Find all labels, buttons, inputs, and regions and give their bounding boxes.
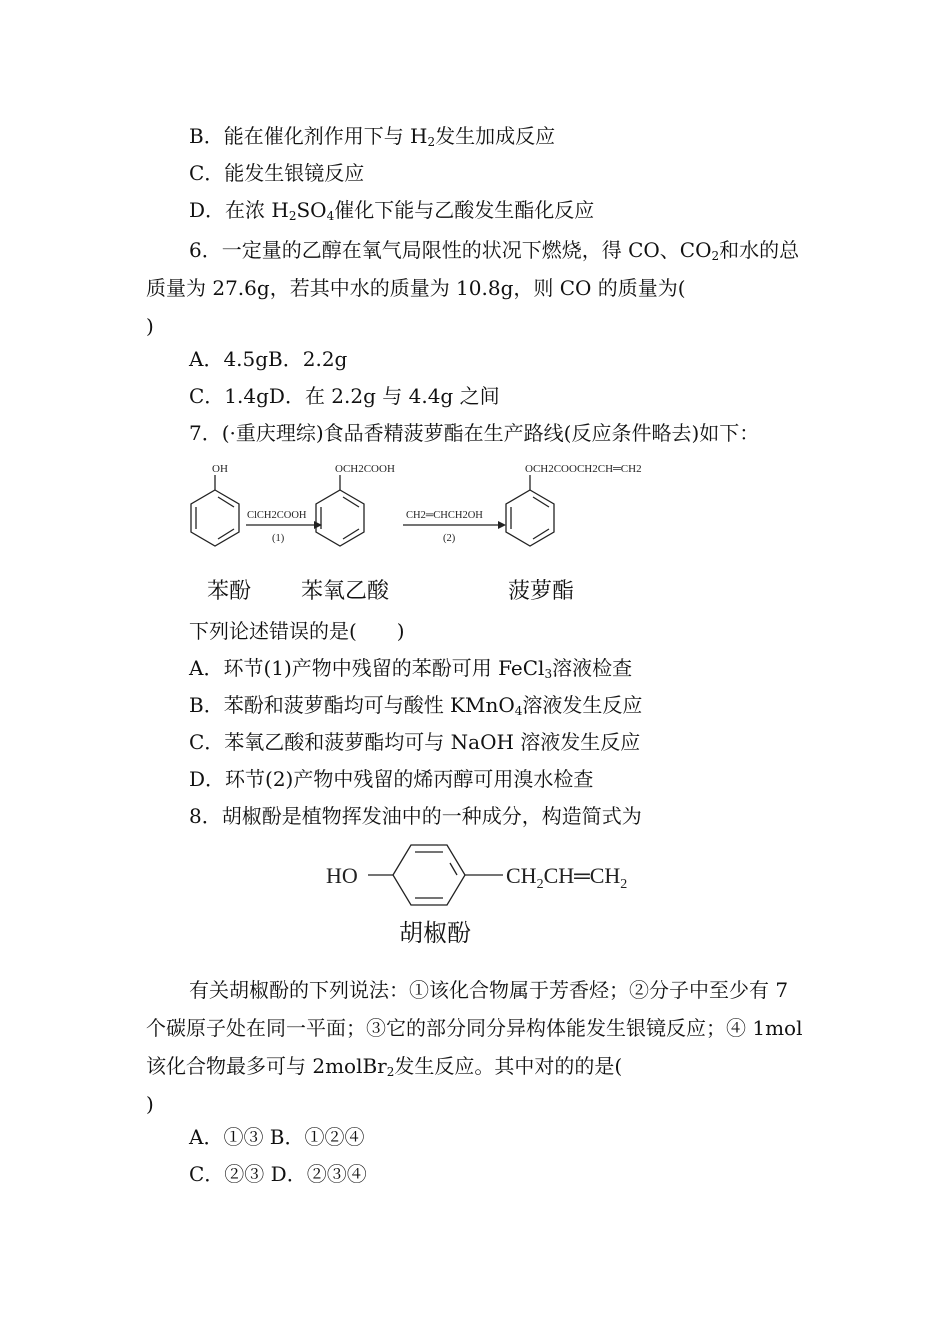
q5-option-b: B．能在催化剂作用下与 $H_2$发生加成反应 (189, 124, 556, 149)
q6-stem: 6．一定量的乙醇在氧气局限性的状况下燃烧，得 CO、$CO_2$和水的总质量为 27.6g，若其中水的质量为 10.8g，则 CO 的质量为( ) (146, 238, 800, 338)
reagent-1: ClCH2COOH (247, 510, 307, 521)
chavicol-structure (320, 838, 680, 908)
q7-reaction-scheme (170, 455, 690, 565)
reagent-2: CH2═CHCH2OH (406, 510, 483, 521)
chavicol-caption: 胡椒酚 (399, 919, 471, 947)
q7-option-c: C．苯氧乙酸和菠萝酯均可与 NaOH 溶液发生反应 (189, 730, 641, 754)
q8-paragraph: 有关胡椒酚的下列说法：①该化合物属于芳香烃；②分子中至少有 7 个碳原子处在同一平面；③它的部分同分异构体能发生银镜反应；④ 1mol 该化合物最多可与 2molBr$_2$发生反应。其中对的的是( ) (146, 978, 803, 1116)
q6-options-ab: A．4.5gB．2.2g (189, 347, 348, 371)
allyl-group: $CH_2CH═CH_2$ (506, 863, 628, 892)
q7-option-d: D．环节(2)产物中残留的烯丙醇可用溴水检查 (189, 767, 594, 791)
q5-option-d: D．在浓 $H_2SO_4$催化下能与乙酸发生酯化反应 (189, 198, 595, 223)
hydroxyl-group: HO (326, 863, 358, 888)
ester-substituent: OCH2COOCH2CH═CH2 (525, 463, 642, 475)
q7-stem: 7．(·重庆理综)食品香精菠萝酯在生产路线(反应条件略去)如下： (189, 421, 760, 445)
label-pineapple-ester: 菠萝酯 (508, 579, 575, 604)
q7-option-a: A．环节(1)产物中残留的苯酚可用 FeCl$_3$溶液检查 (189, 656, 633, 681)
q7-option-b: B．苯酚和菠萝酯均可与酸性 KMnO$_4$溶液发生反应 (189, 693, 643, 718)
phenol-substituent: OH (212, 463, 228, 475)
acid-ring (316, 475, 364, 546)
q8-options-cd: C．②③ D．②③④ (189, 1162, 367, 1186)
step-2-label: (2) (443, 533, 456, 544)
q7-question: 下列论述错误的是( ) (189, 619, 405, 643)
acid-substituent: OCH2COOH (335, 463, 395, 475)
step-1-label: (1) (272, 533, 285, 544)
ester-ring (506, 475, 554, 546)
label-phenoxyacetic-acid: 苯氧乙酸 (301, 579, 390, 604)
q6-options-cd: C．1.4gD．在 2.2g 与 4.4g 之间 (189, 384, 500, 408)
benzene-ring (368, 845, 503, 905)
q8-options-ab: A．①③ B．①②④ (189, 1125, 365, 1149)
q8-stem: 8．胡椒酚是植物挥发油中的一种成分，构造简式为 (189, 804, 642, 828)
q5-option-c: C．能发生银镜反应 (189, 161, 365, 185)
phenol-ring (191, 475, 239, 546)
label-phenol: 苯酚 (207, 579, 252, 604)
